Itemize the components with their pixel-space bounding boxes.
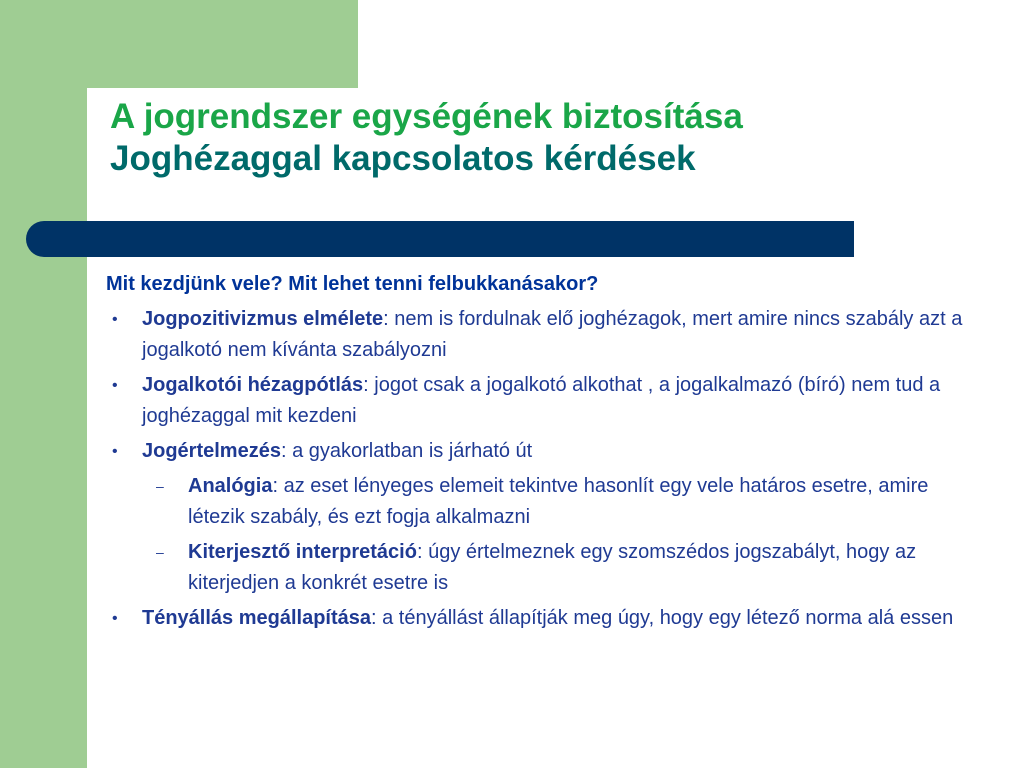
dash-icon: –: [156, 478, 164, 494]
sub-term: Analógia: [188, 475, 273, 497]
bullet-icon: •: [112, 311, 118, 328]
top-green-block: [0, 0, 358, 88]
bullet-item-jogertelmezes: [106, 436, 986, 467]
slide-title: [110, 96, 990, 180]
bullet-icon: •: [112, 610, 118, 627]
bullet-text: : nem is fordulnak elő joghézagok, mert amire nincs szabály azt a jogalkotó nem kívánta szabályozni: [142, 308, 963, 361]
bullet-item-tenyallas-megallapitasa: [106, 603, 986, 634]
side-green-bar: [0, 0, 87, 768]
bullet-icon: •: [112, 377, 118, 394]
bullet-term: Jogpozitivizmus elmélete: [142, 308, 384, 330]
bullet-term: Jogalkotói hézagpótlás: [142, 374, 364, 396]
bullet-text: : a tényállást állapítják meg úgy, hogy egy létező norma alá essen: [371, 607, 954, 629]
content-body: [106, 268, 986, 638]
bullet-text: : a gyakorlatban is járható út: [280, 440, 533, 462]
bullet-icon: •: [112, 443, 118, 460]
sub-item-kiterjeszto-interpretacio: [106, 537, 986, 599]
sub-term: Kiterjesztő interpretáció: [188, 541, 417, 563]
bullet-text: : jogot csak a jogalkotó alkothat , a jogalkalmazó (bíró) nem tud a joghézaggal mit kezdeni: [142, 374, 941, 427]
bullet-term: Tényállás megállapítása: [142, 607, 372, 629]
sub-text: : úgy értelmeznek egy szomszédos jogszabályt, hogy az kiterjedjen a konkrét esetre is: [188, 541, 917, 594]
title-line-1: A jogrendszer egységének biztosítása: [110, 97, 743, 136]
bullet-term: Jogértelmezés: [142, 440, 281, 462]
title-line-2: Joghézaggal kapcsolatos kérdések: [110, 139, 696, 178]
bullet-item-jogalkotoi-hezagpotlas: [106, 370, 986, 432]
bullet-item-jogpozitivizmus: [106, 304, 986, 366]
intro-question: Mit kezdjünk vele? Mit lehet tenni felbukkanásakor?: [106, 273, 599, 295]
title-divider-bar: [26, 221, 854, 257]
dash-icon: –: [156, 544, 164, 560]
sub-item-analogia: [106, 471, 986, 533]
sub-text: : az eset lényeges elemeit tekintve hasonlít egy vele határos esetre, amire létezik szabály, és ezt fogja alkalmazni: [188, 475, 929, 528]
